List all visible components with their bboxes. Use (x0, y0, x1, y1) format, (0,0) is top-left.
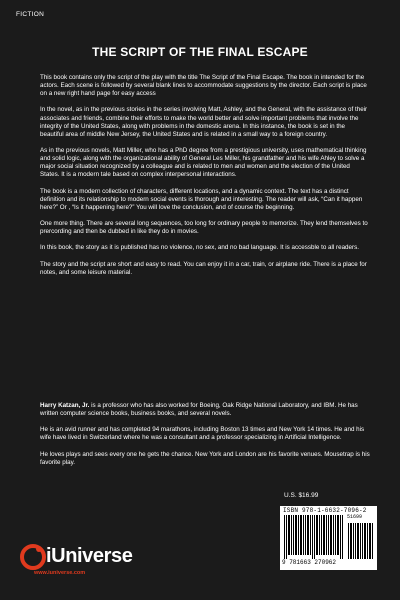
barcode-addon-digits: 51699 (347, 514, 363, 520)
author-bio (40, 402, 370, 475)
blurb-paragraph: In the novel, as in the previous stories in the series involving Matt, Ashley, and the General, with the assistance of their associates and friends, combine their efforts to make the world better and solve important problems that involve the integrity of the United States, along with problems in the domestic arena. In this instance, the book is set in the beautiful area of middle New Jersey, the United States and is related in a small way to a foreign country. (40, 106, 368, 138)
author-bio-paragraph (40, 402, 370, 418)
author-bio-paragraph: He is an avid runner and has completed 94 marathons, including Boston 13 times and New York 14 times. He and his wife have lived in Switzerland where he was a consultant and a professor specializing in Artificial Intelligence. (40, 426, 365, 442)
blurb-paragraph: The book is a modern collection of characters, different locations, and a dynamic context. The text has a distinct definition and its relationship to modern social events is thorough and interesting. The reader will ask, “Can it happen here?” Or , “Is it happening here?” You will love the conclusion, and of course the beginning. (40, 187, 363, 211)
iuniverse-swirl-icon (20, 543, 48, 571)
publisher-url: www.iuniverse.com (34, 570, 86, 576)
author-bio-paragraph: He loves plays and sees every one he gets the chance. New York and London are his favorite venues. Mousetrap is his favorite play. (40, 450, 370, 466)
publisher-name: iUniverse (46, 545, 133, 567)
blurb-paragraph: In this book, the story as it is published has no violence, no sex, and no bad language. It is accessble to all readers. (40, 244, 359, 252)
blurb-text (40, 74, 370, 285)
genre-label: FICTION (16, 11, 45, 18)
book-title: THE SCRIPT OF THE FINAL ESCAPE (92, 45, 308, 59)
isbn-number: ISBN 978-1-6632-7096-2 (283, 507, 367, 514)
publisher-logo (20, 543, 180, 583)
isbn-barcode (280, 506, 377, 570)
blurb-paragraph: This book contains only the script of the play with the title The Script of the Final Escape. The book in intended for the actors. Each scene is followed by several blank lines to accommodate suggestions by the director. Each script is place on a new right hand page for easy access (40, 74, 367, 98)
author-name: Harry Katzan, Jr. (40, 402, 90, 409)
barcode-digits: 9 781663 270962 (282, 559, 337, 566)
price-label: U.S. $16.99 (284, 492, 319, 499)
author-bio-text: is a professor who has also worked for Boeing, Oak Ridge National Laboratory, and IBM. He has written computer science books, business books, and several novels. (40, 402, 358, 418)
barcode-bars (284, 515, 374, 559)
blurb-paragraph: The story and the script are short and easy to read. You can enjoy it in a car, train, or airplane ride. There is a place for notes, and some leisure material. (40, 260, 367, 276)
blurb-paragraph: One more thing. There are several long sequences, too long for ordinary people to memorize. They lend themselves to prercording and then be dubbed in like they do in movies. (40, 220, 368, 236)
blurb-paragraph: As in the previous novels, Matt Miller, who has a PhD degree from a prestigious university, uses mathematical thinking and solid logic, along with the organizational ability of General Les Miller, his grandfather and his wife Ahley to solve a major social situation recognized by a colleague and is related to men and women and the election of the United States. It is a modern tale based on complex interpersonal interactions. (40, 147, 367, 179)
